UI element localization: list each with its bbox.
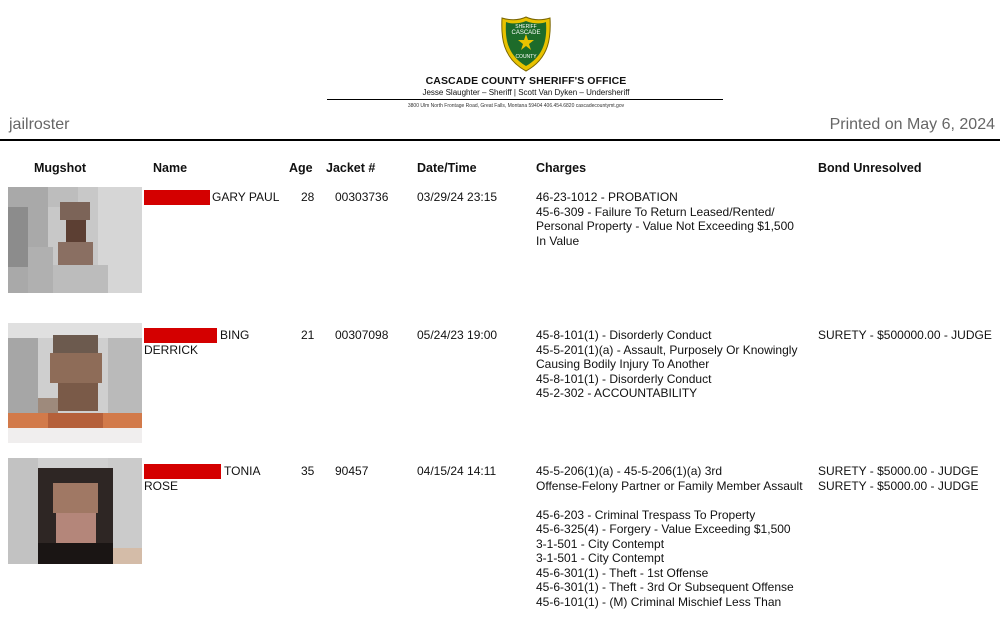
inmate-jacket: 90457 bbox=[335, 464, 369, 478]
inmate-datetime: 04/15/24 14:11 bbox=[417, 464, 497, 478]
col-age: Age bbox=[289, 161, 313, 175]
sheriff-badge-logo bbox=[500, 16, 552, 72]
badge-text-mid: CASCADE bbox=[511, 30, 541, 36]
inmate-name: BING bbox=[220, 328, 250, 342]
charge-line: 45-6-301(1) - Theft - 3rd Or Subsequent Offense bbox=[536, 580, 794, 594]
mugshot-image bbox=[8, 323, 142, 443]
col-jacket: Jacket # bbox=[326, 161, 376, 175]
bond-line: SURETY - $5000.00 - JUDGE bbox=[818, 478, 979, 493]
header-divider bbox=[327, 99, 723, 100]
page-divider bbox=[0, 139, 1000, 141]
inmate-datetime: 03/29/24 23:15 bbox=[417, 190, 498, 204]
report-header bbox=[0, 0, 1000, 140]
charge-line: Offense-Felony Partner or Family Member Assault bbox=[536, 478, 803, 493]
charge-line: 3-1-501 - City Contempt bbox=[536, 551, 665, 565]
name-redaction bbox=[144, 328, 217, 343]
col-charges: Charges bbox=[536, 161, 587, 175]
name-redaction bbox=[144, 190, 210, 205]
charge-line: 45-8-101(1) - Disorderly Conduct bbox=[536, 328, 712, 342]
name-redaction bbox=[144, 464, 221, 479]
office-title: CASCADE COUNTY SHERIFF'S OFFICE bbox=[425, 75, 627, 87]
inmate-age: 28 bbox=[301, 190, 315, 204]
inmate-name: GARY PAUL bbox=[212, 190, 280, 204]
inmate-bond bbox=[818, 464, 979, 493]
inmate-charges bbox=[536, 190, 794, 248]
charge-line: In Value bbox=[536, 233, 580, 248]
inmate-age: 21 bbox=[301, 328, 315, 342]
charge-spacer bbox=[536, 493, 803, 508]
charge-line: 46-23-1012 - PROBATION bbox=[536, 190, 678, 204]
inmate-charges bbox=[536, 464, 803, 609]
charge-line: 45-6-325(4) - Forgery - Value Exceeding $1,500 bbox=[536, 522, 791, 536]
charge-line: 45-6-309 - Failure To Return Leased/Rented/ bbox=[536, 204, 775, 219]
charge-line: 45-5-201(1)(a) - Assault, Purposely Or Knowingly bbox=[536, 342, 798, 357]
bond-line: SURETY - $5000.00 - JUDGE bbox=[818, 464, 979, 478]
charge-line: Causing Bodily Injury To Another bbox=[536, 357, 710, 371]
charge-line: 45-6-101(1) - (M) Criminal Mischief Less Than bbox=[536, 594, 782, 609]
charge-line: 45-5-206(1)(a) - 45-5-206(1)(a) 3rd bbox=[536, 464, 723, 478]
badge-text-top: SHERIFF bbox=[515, 24, 537, 30]
inmate-bond bbox=[818, 328, 992, 343]
charge-line: 45-2-302 - ACCOUNTABILITY bbox=[536, 386, 698, 400]
inmate-name-second: ROSE bbox=[144, 479, 179, 493]
mugshot-image bbox=[8, 187, 142, 293]
charge-line: 45-8-101(1) - Disorderly Conduct bbox=[536, 371, 712, 386]
inmate-jacket: 00303736 bbox=[335, 190, 389, 204]
inmate-jacket: 00307098 bbox=[335, 328, 389, 342]
roster-label: jailroster bbox=[9, 116, 70, 133]
inmate-age: 35 bbox=[301, 464, 315, 478]
inmate-name: TONIA bbox=[224, 464, 261, 478]
mugshot-image bbox=[8, 458, 142, 564]
bond-line: SURETY - $500000.00 - JUDGE bbox=[818, 328, 992, 342]
charge-line: 3-1-501 - City Contempt bbox=[536, 536, 665, 551]
badge-text-bottom: COUNTY bbox=[515, 54, 537, 60]
col-name: Name bbox=[153, 161, 188, 175]
col-mugshot: Mugshot bbox=[34, 161, 87, 175]
charge-line: 45-6-203 - Criminal Trespass To Property bbox=[536, 507, 756, 522]
office-officers: Jesse Slaughter – Sheriff | Scott Van Dyken – Undersheriff bbox=[422, 88, 630, 97]
charge-line: Personal Property - Value Not Exceeding $1,500 bbox=[536, 219, 794, 233]
office-address: 3800 Ulm North Frontage Road, Great Falls, Montana 59404 406.454.6820 cascadecountymt.gov bbox=[407, 103, 625, 109]
printed-date: Printed on May 6, 2024 bbox=[829, 116, 995, 133]
col-bond: Bond Unresolved bbox=[818, 161, 922, 175]
inmate-charges bbox=[536, 328, 797, 401]
inmate-name-second: DERRICK bbox=[144, 343, 199, 357]
col-datetime: Date/Time bbox=[417, 161, 477, 175]
charge-line: 45-6-301(1) - Theft - 1st Offense bbox=[536, 565, 709, 580]
inmate-datetime: 05/24/23 19:00 bbox=[417, 328, 498, 342]
